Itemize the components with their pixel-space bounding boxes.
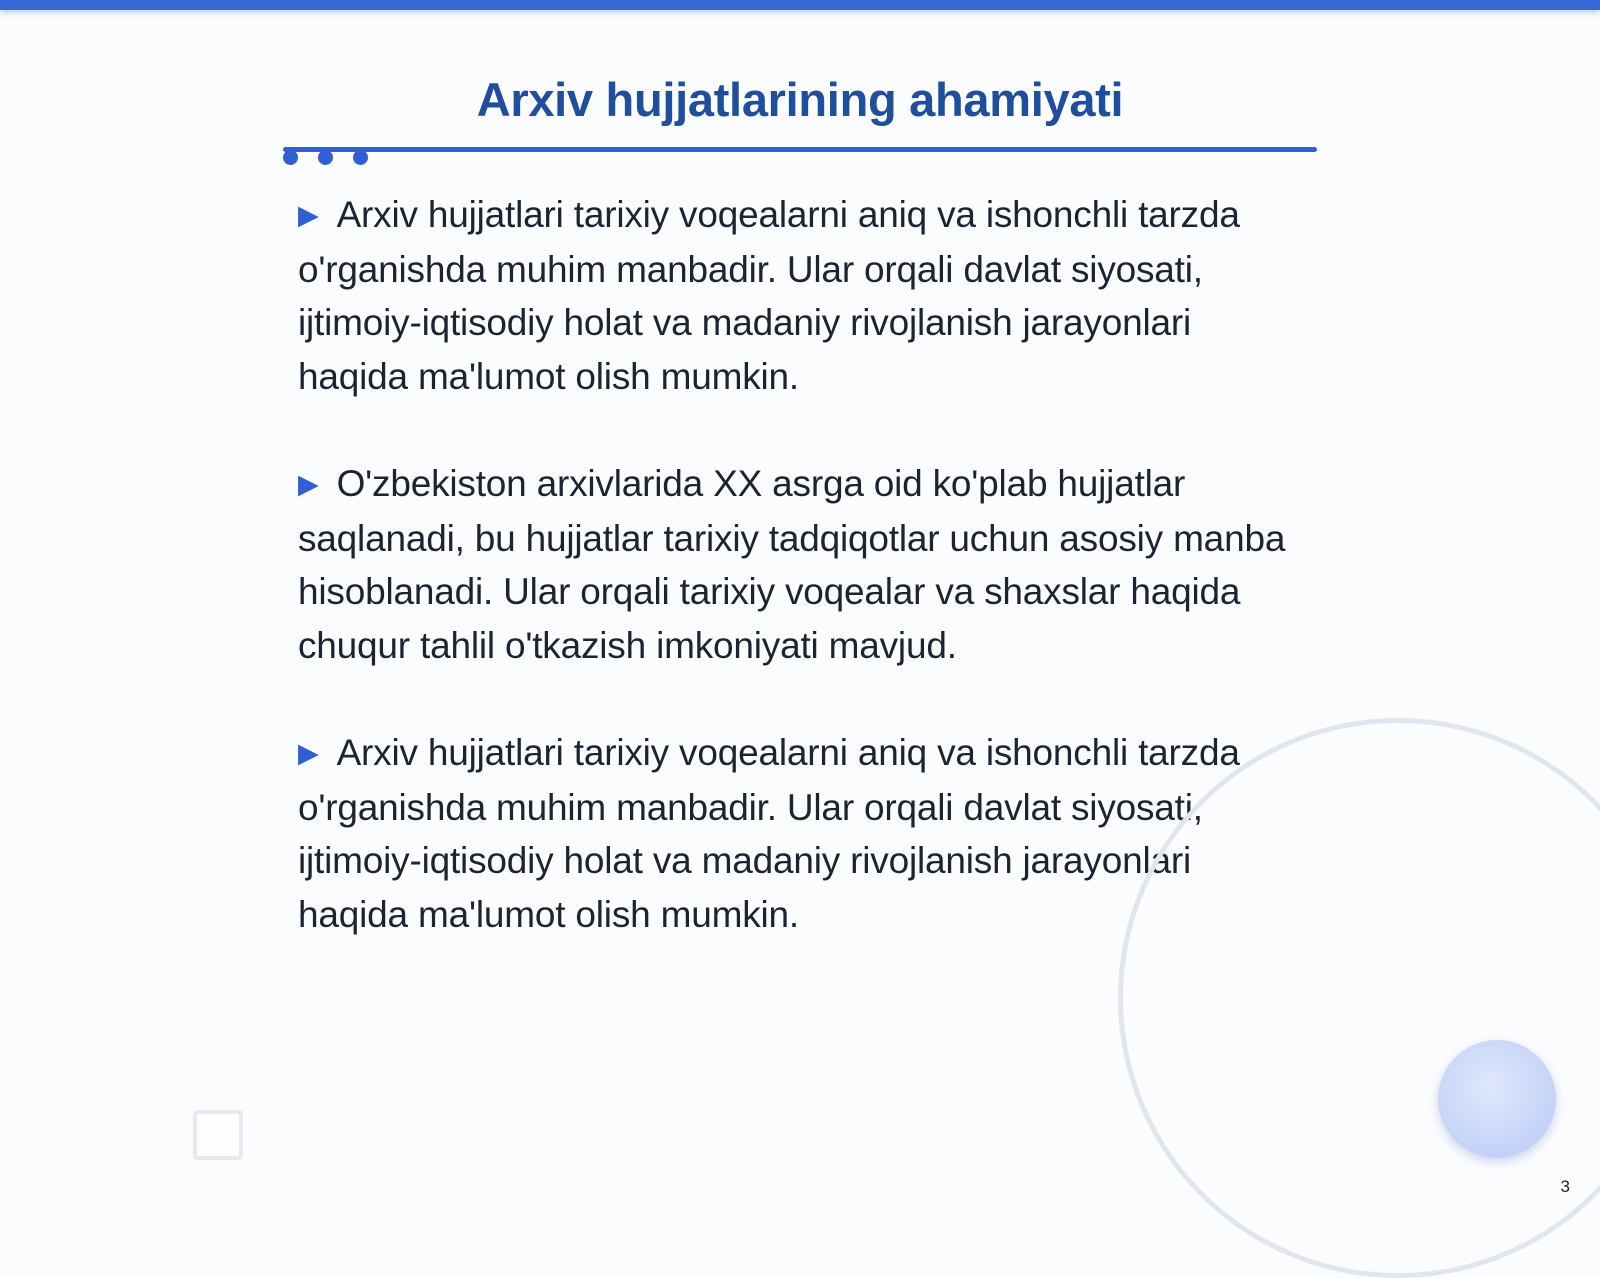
title-dot-2	[318, 150, 333, 165]
title-dot-3	[353, 150, 368, 165]
bullet-paragraph-1	[298, 188, 1298, 403]
decorative-square	[193, 1110, 243, 1160]
triangle-right-icon: ▶	[298, 469, 319, 499]
title-dot-1	[283, 150, 298, 165]
top-accent-bar	[0, 0, 1600, 10]
title-underline	[283, 147, 1317, 152]
triangle-right-icon: ▶	[298, 200, 319, 230]
slide-title: Arxiv hujjatlarining ahamiyati	[476, 73, 1124, 126]
paragraph-text: O'zbekiston arxivlarida XX asrga oid ko'plab hujjatlar saqlanadi, bu hujjatlar tarixiy tadqiqotlar uchun asosiy manba hisoblanadi. Ular orqali tarixiy voqealar va shaxslar haqida chuqur tahlil o'tkazish imkoniyati mavjud.	[298, 463, 1286, 666]
paragraph-text: Arxiv hujjatlari tarixiy voqealarni aniq va ishonchli tarzda o'rganishda muhim manbadir. Ular orqali davlat siyosati, ijtimoiy-iqtisodiy holat va madaniy rivojlanish jarayonlari haqida ma'lumot olish mumkin.	[298, 194, 1240, 397]
decorative-circle	[1438, 1040, 1556, 1158]
triangle-right-icon: ▶	[298, 738, 319, 768]
page-number: 3	[1560, 1177, 1570, 1196]
paragraph-text: Arxiv hujjatlari tarixiy voqealarni aniq va ishonchli tarzda o'rganishda muhim manbadir. Ular orqali davlat siyosati, ijtimoiy-iqtisodiy holat va madaniy rivojlanish jarayonlari haqida ma'lumot olish mumkin.	[298, 732, 1240, 935]
bullet-paragraph-2	[298, 457, 1298, 672]
